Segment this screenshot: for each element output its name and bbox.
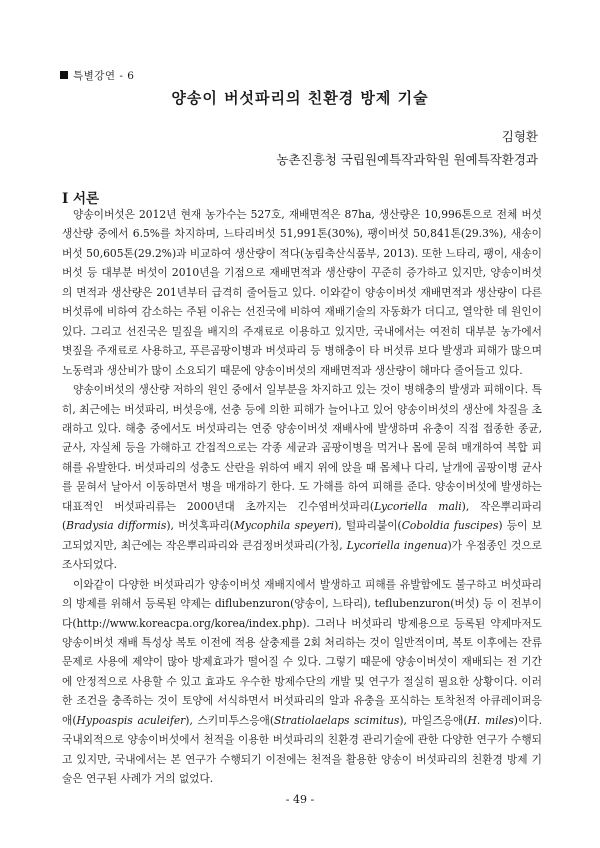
author-name: 김형환 xyxy=(501,129,538,144)
text-run: ), 스키미투스응애( xyxy=(185,713,275,727)
section-heading: I 서론 xyxy=(62,191,100,207)
species-name: Coboldia fuscipes xyxy=(401,519,499,533)
text-run: ) 등이 보고되었지만, 최근에는 작은뿌리파리와 큰검정버섯파리(가칭, xyxy=(62,519,542,552)
species-name: Lycoriella mali xyxy=(374,499,462,513)
species-name: Hypoaspis aculeifer xyxy=(76,713,186,727)
text-run: 양송이버섯의 생산량 저하의 원인 중에서 일부분을 차지하고 있는 것이 병해충의 발생과 피해이다. 특히, 최근에는 버섯파리, 버섯응애, 선충 등에 의한 피해가 늘어나고 있어 양송이버섯의 생산에 차질을 초래하고 있다. 해충 중에서도 버섯파리는 연중 양송이버섯 재배사에 발생하며 유충이 직접 접종한 종균, 균사, 자실체 등을 가해하고 간접적으로는 각종 세균과 곰팡이병을 먹거나 몸에 묻혀 매개하여 복합 피해를 유발한다. 버섯파리의 성충도 산란을 위하여 배지 위에 앉을 때 몸체나 다리, 날개에 곰팡이병 균사를 묻혀서 날아서 이동하면서 병을 매개하기 한다. 도 가해를 하여 피해를 준다. 양송이버섯에 발생하는 대표적인 버섯파리류는 2000년대 초까지는 긴수염버섯파리( xyxy=(62,383,542,513)
text-run: ), 작은뿌리파리( xyxy=(62,499,542,533)
species-name: Stratiolaelaps scimitus xyxy=(274,713,400,727)
text-run: 이와같이 다양한 버섯파리가 양송이버섯 재배지에서 발생하고 피해를 유발함에도 불구하고 버섯파리의 방제를 위해서 등록된 약제는 diflubenzuron(양송이, 느타리), teflubenzuron(버섯) 등 이 전부이다(http://www.koreacpa.org/korea/index.php). 그러나 버섯파리 방제용으로 등록된 약제마저도 양송이버섯 재배 특성상 복토 이전에 적용 살충제를 2회 처리하는 것이 일반적이며, 복토 이후에는 잔류 문제로 사용에 제약이 많아 방제효과가 떨어질 수 있다. 그렇기 때문에 양송이버섯이 재배되는 전 기간에 안정적으로 사용할 수 있고 효과도 우수한 방제수단의 개발 및 연구가 절실히 필요한 상황이다. 이러한 조건을 충족하는 것이 토양에 서식하면서 버섯파리의 알과 유충을 포식하는 토착천적 아큐레이퍼응애( xyxy=(62,577,542,727)
page-number: - 49 - xyxy=(285,793,315,806)
paper-title: 양송이 버섯파리의 친환경 방제 기술 xyxy=(171,89,429,107)
series-label-text: 특별강연 - 6 xyxy=(73,70,135,82)
paragraph-3 xyxy=(62,575,542,789)
species-name: H. miles xyxy=(467,713,514,727)
text-run: )가 우점종인 것으로 조사되었다. xyxy=(62,538,542,572)
lecture-series-label xyxy=(60,68,134,83)
text-run: ), 버섯혹파리( xyxy=(166,519,234,533)
species-name: Mycophila speyeri xyxy=(233,519,335,533)
species-name: Bradysia difformis xyxy=(66,519,167,533)
text-run: ), 털파리붙이( xyxy=(334,519,402,533)
text-run: )이다. 국내외적으로 양송이버섯에서 천적을 이용한 버섯파리의 친환경 관리기술에 관한 다양한 연구가 수행되고 있지만, 국내에서는 본 연구가 수행되기 이전에는 천적을 활용한 양송이 버섯파리의 친환경 방제 기술은 연구된 사례가 거의 없었다. xyxy=(62,713,542,786)
square-bullet-icon xyxy=(60,71,68,79)
author-affiliation: 농촌진흥청 국립원예특작과학원 원예특작환경과 xyxy=(276,152,538,167)
text-run: ), 마일즈응애( xyxy=(399,713,468,727)
body-text xyxy=(62,205,542,789)
species-name: Lycoriella ingenua xyxy=(346,538,448,552)
paragraph-2 xyxy=(62,380,542,575)
paragraph-1: 양송이버섯은 2012년 현재 농가수는 527호, 재배면적은 87ha, 생산량은 10,996톤으로 전체 버섯 생산량 중에서 6.5%를 차지하며, 느타리버섯 51,991톤(30%), 팽이버섯 50,841톤(29.3%), 새송이버섯 50,605톤(29.2%)과 비교하여 생산량이 적다(농림축산식품부, 2013). 또한 느타리, 팽이, 새송이버섯 등 대부분 버섯이 2010년을 기점으로 재배면적과 생산량이 꾸준히 증가하고 있지만, 양송이버섯의 면적과 생산량은 201년부터 급격히 줄어들고 있다. 이와같이 양송이버섯 재배면적과 생산량이 다른 버섯류에 비하여 감소하는 주된 이유는 선진국에 비하여 재배기술의 자동화가 더디고, 열악한 데 원인이 있다. 그리고 선진국은 밀짚을 배지의 주재료로 이용하고 있지만, 국내에서는 여전히 대부분 농가에서 볏짚을 주재료로 사용하고, 푸른곰팡이병과 버섯파리 등 병해충이 타 버섯류 보다 발생과 피해가 많으며 노동력과 생산비가 많이 소요되기 때문에 양송이버섯의 재배면적과 생산량이 해마다 줄어들고 있다. xyxy=(62,208,542,377)
